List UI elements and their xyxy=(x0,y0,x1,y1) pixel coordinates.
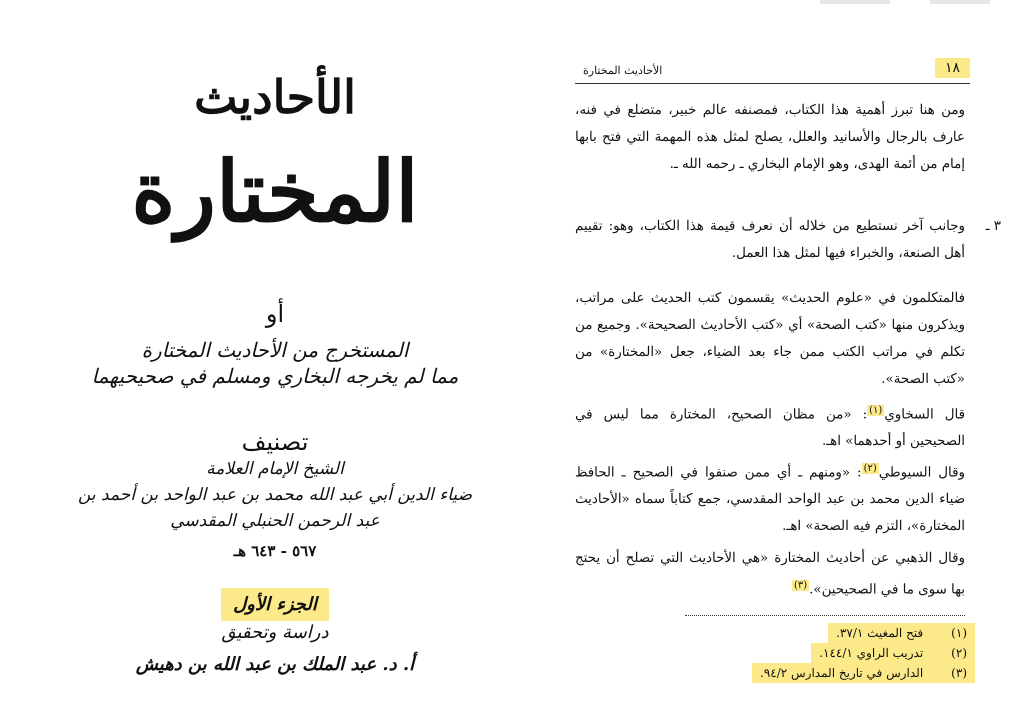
paragraph-4 xyxy=(575,397,965,455)
author-line-1: الشيخ الإمام العلامة xyxy=(206,459,344,479)
volume-wrap xyxy=(60,588,490,621)
editor-name: أ. د. عبد الملك بن عبد الله بن دهيش xyxy=(135,654,415,675)
author-years: ٥٦٧ - ٦٤٣ هـ xyxy=(233,542,317,560)
scan-artifact xyxy=(820,0,890,4)
suyuti-quote: : «ومنهم ـ أي ممن صنفوا في الصحيح ـ الحافظ ضياء الدين محمد بن عبد الواحد المقدسي، جمع كتاباً سماه «الأحاديث المختارة»، التزم فيه الصحة» اهـ. xyxy=(575,465,965,535)
paragraph-6 xyxy=(575,545,965,603)
authorship-label: تصنيف xyxy=(241,428,309,456)
footnote-text: الدارس في تاريخ المدارس ٩٤/٢. xyxy=(760,666,924,680)
running-title: الأحاديث المختارة xyxy=(583,64,663,77)
title-page xyxy=(60,30,490,720)
paragraph-5 xyxy=(575,455,965,540)
text-page xyxy=(575,55,1001,695)
paragraph-2-text: وجانب آخر نستطيع من خلاله أن نعرف قيمة هذا الكتاب، وهو: تقييم أهل الصنعة، والخبراء فيها لمثل هذا العمل. xyxy=(575,219,965,261)
suyuti-intro: وقال السيوطي xyxy=(878,465,965,481)
paragraph-3: فالمتكلمون في «علوم الحديث» يقسمون كتب الحديث على مراتب، ويذكرون منها «كتب الصحة» أي «كتب الأحاديث الصحيحة». وجميع من تكلم في مراتب الكتب ممن جاء بعد الضياء، جعل «المختارة» من «كتب الصحة». xyxy=(575,291,965,387)
footnote-ref-2[interactable]: (٢) xyxy=(863,463,877,474)
page-number: ١٨ xyxy=(935,58,970,78)
footnote-text: تدريب الراوي ١٤٤/١. xyxy=(819,646,924,660)
list-item-number: ٣ ـ xyxy=(985,219,1001,234)
sakhawi-intro: قال السخاوي xyxy=(884,407,965,423)
footnote-number: (٣) xyxy=(951,666,967,680)
footnote-item xyxy=(752,663,975,683)
subtitle-line-1: المستخرج من الأحاديث المختارة xyxy=(141,338,409,362)
study-label: دراسة وتحقيق xyxy=(221,622,329,643)
author-line-3: عبد الرحمن الحنبلي المقدسي xyxy=(170,511,380,531)
footnote-number: (١) xyxy=(951,626,967,640)
book-title-line-1: الأحاديث xyxy=(194,70,356,124)
scan-artifact xyxy=(930,0,990,4)
volume-label: الجزء الأول xyxy=(221,588,329,621)
paragraph-1: ومن هنا تبرز أهمية هذا الكتاب، فمصنفه عالم خبير، متضلع في فنه، عارف بالرجال والأسانيد والعلل، يصلح لمثل هذه المهمة التي فتح بابها إمام من أئمة الهدى، وهو الإمام البخاري ـ رحمه الله ـ. xyxy=(575,103,965,172)
book-title-line-2: المختارة xyxy=(131,142,419,241)
footnote-ref-3[interactable]: (٣) xyxy=(793,580,808,591)
footnote-text: فتح المغيث ٣٧/١. xyxy=(836,626,924,640)
footnote-item xyxy=(811,643,975,663)
paragraph-2 xyxy=(575,213,1001,267)
alt-title-or: أو xyxy=(265,300,285,328)
footnote-item xyxy=(828,623,975,643)
footnote-ref-1[interactable]: (١) xyxy=(869,405,883,416)
page-header xyxy=(575,55,970,84)
scan-top-edge xyxy=(0,0,1024,6)
sakhawi-quote: : «من مظان الصحيح، المختارة مما ليس في الصحيحين أو أحدهما» اهـ. xyxy=(575,407,965,450)
subtitle-line-2: مما لم يخرجه البخاري ومسلم في صحيحيهما xyxy=(91,364,459,388)
dhahabi-quote: وقال الذهبي عن أحاديث المختارة «هي الأحاديث التي تصلح أن يحتج بها سوى ما في الصحيحين». xyxy=(575,551,965,598)
footnote-divider xyxy=(685,615,965,616)
author-line-2: ضياء الدين أبي عبد الله محمد بن عبد الواحد بن أحمد بن xyxy=(77,485,472,505)
footnote-number: (٢) xyxy=(951,646,967,660)
